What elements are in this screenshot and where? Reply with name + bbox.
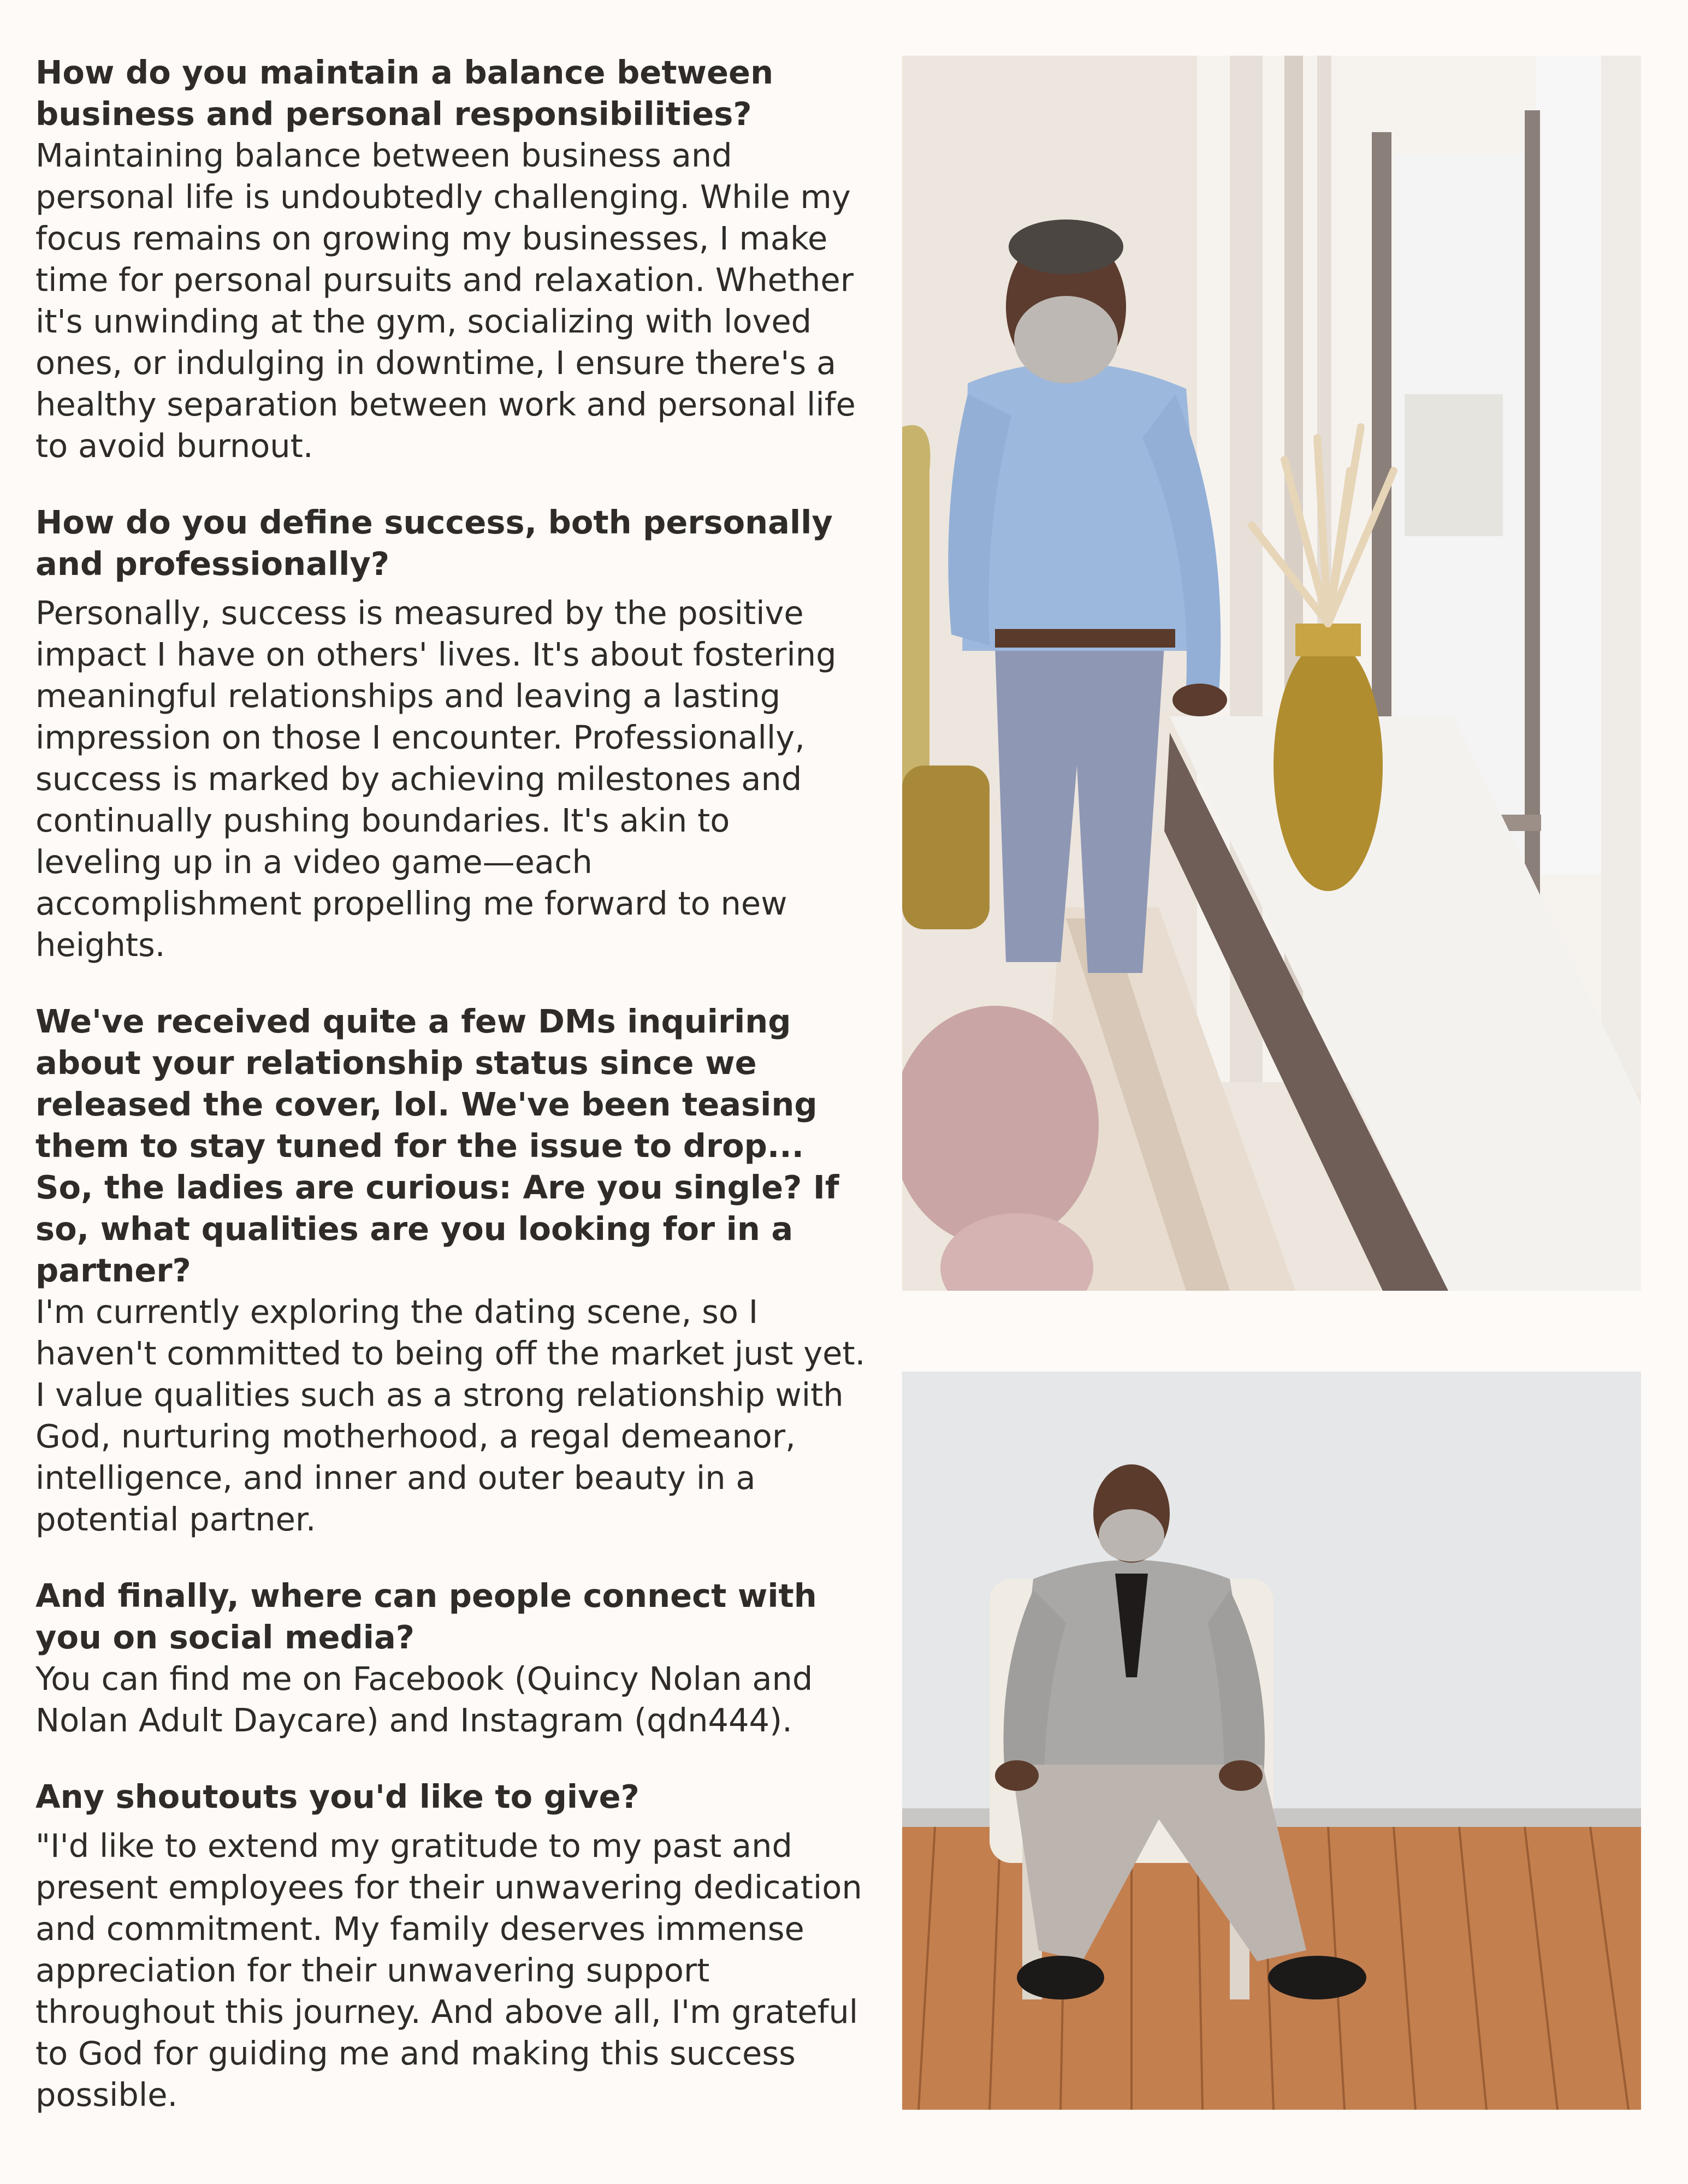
interview-question: And finally, where can people connect with you on social media? xyxy=(35,1577,817,1656)
interview-item xyxy=(35,502,866,966)
interview-question: We've received quite a few DMs inquiring about your relationship status since we released the cover, lol. We've been teasing them to stay tuned for the issue to drop... So, the ladies are curious: Are you single? If so, what qualities are you looking for in a partner? xyxy=(35,1002,839,1289)
interview-answer: Personally, success is measured by the positive impact I have on others' lives. It's about fostering meaningful relationships and leaving a lasting impression on those I encounter. Professionally, success is marked by achieving milestones and continually pushing boundaries. It's akin to leveling up in a video game—each accomplishment propelling me forward to new heights. xyxy=(35,594,837,964)
interview-question: Any shoutouts you'd like to give? xyxy=(35,1778,639,1815)
interview-text-column xyxy=(35,52,866,2116)
interview-answer: You can find me on Facebook (Quincy Nolan and Nolan Adult Daycare) and Instagram (qdn444). xyxy=(35,1660,813,1739)
interview-answer: I'm currently exploring the dating scene, so I haven't committed to being off the market just yet. I value qualities such as a strong relationship with God, nurturing motherhood, a regal demeanor, intelligence, and inner and outer beauty in a potential partner. xyxy=(35,1293,866,1538)
interview-question: How do you define success, both personally and professionally? xyxy=(35,503,833,583)
interview-item xyxy=(35,1001,866,1540)
portrait-photo-window xyxy=(902,56,1641,1291)
portrait-window-illustration xyxy=(902,56,1641,1291)
portrait-photo-seated xyxy=(902,1372,1641,2110)
interview-answer: Maintaining balance between business and personal life is undoubtedly challenging. While my focus remains on growing my businesses, I make time for personal pursuits and relaxation. Whether it's unwinding at the gym, socializing with loved ones, or indulging in downtime, I ensure there's a healthy separation between work and personal life to avoid burnout. xyxy=(35,136,856,465)
interview-item xyxy=(35,1776,866,2116)
interview-answer: "I'd like to extend my gratitude to my past and present employees for their unwavering dedication and commitment. My family deserves immense appreciation for their unwavering support throughout this journey. And above all, I'm grateful to God for guiding me and making this success possible. xyxy=(35,1827,862,2114)
interview-item xyxy=(35,52,866,467)
portrait-seated-illustration xyxy=(902,1372,1641,2110)
interview-item xyxy=(35,1575,866,1741)
interview-question: How do you maintain a balance between business and personal responsibilities? xyxy=(35,54,774,133)
